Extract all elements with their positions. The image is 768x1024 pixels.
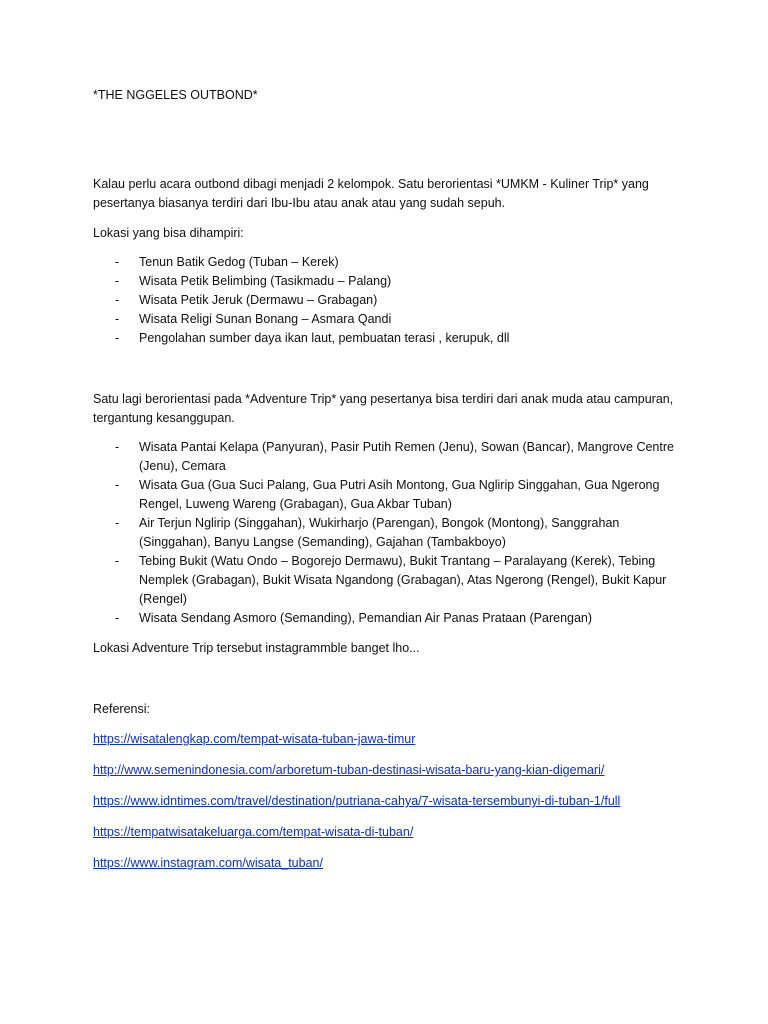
- list-dash: -: [115, 255, 120, 269]
- list-dash: -: [115, 274, 120, 288]
- list-item-text: Air Terjun Nglirip (Singgahan), Wukirharjo (Parengan), Bongok (Montong), Sanggrahan (Singgahan), Banyu Langse (Semanding), Gajahan (Tambakboyo): [139, 516, 620, 549]
- list-item: [93, 291, 683, 310]
- list-item: [93, 272, 683, 291]
- reference-link[interactable]: https://wisatalengkap.com/tempat-wisata-tuban-jawa-timur: [93, 732, 416, 746]
- list-item: [93, 310, 683, 329]
- referensi-label: Referensi:: [93, 702, 150, 716]
- reference-link[interactable]: https://tempatwisatakeluarga.com/tempat-wisata-di-tuban/: [93, 825, 414, 839]
- list-item-text: Wisata Gua (Gua Suci Palang, Gua Putri Asih Montong, Gua Nglirip Singgahan, Gua Ngerong Rengel, Luweng Wareng (Grabagan), Gua Akbar Tuban): [139, 478, 660, 511]
- list-dash: -: [115, 611, 120, 625]
- adventure-list: [93, 438, 683, 628]
- kuliner-list: [93, 253, 683, 348]
- intro-paragraph: Kalau perlu acara outbond dibagi menjadi 2 kelompok. Satu berorientasi *UMKM - Kuliner Trip* yang pesertanya biasanya terdiri dari Ibu-Ibu atau anak atau yang sudah sepuh.: [93, 177, 649, 210]
- list-item-text: Wisata Pantai Kelapa (Panyuran), Pasir Putih Remen (Jenu), Sowan (Bancar), Mangrove Centre (Jenu), Cemara: [139, 440, 674, 473]
- list-dash: -: [115, 554, 120, 568]
- document-title: *THE NGGELES OUTBOND*: [93, 88, 258, 102]
- list-item: [93, 476, 683, 514]
- list-item-text: Wisata Petik Belimbing (Tasikmadu – Palang): [139, 274, 392, 288]
- list-item: [93, 438, 683, 476]
- list-item-text: Wisata Petik Jeruk (Dermawu – Grabagan): [139, 293, 378, 307]
- list-item-text: Tebing Bukit (Watu Ondo – Bogorejo Dermawu), Bukit Trantang – Paralayang (Kerek), Tebing Nemplek (Grabagan), Bukit Wisata Ngandong (Grabagan), Atas Ngerong (Rengel), Bukit Kapur (Rengel): [139, 554, 667, 606]
- adventure-footer: Lokasi Adventure Trip tersebut instagrammble banget lho...: [93, 641, 420, 655]
- document-body: [93, 86, 683, 885]
- list-item-text: Wisata Religi Sunan Bonang – Asmara Qandi: [139, 312, 392, 326]
- list-item: [93, 552, 683, 609]
- list-dash: -: [115, 440, 120, 454]
- list-item: [93, 253, 683, 272]
- lokasi-label: Lokasi yang bisa dihampiri:: [93, 226, 244, 240]
- reference-link[interactable]: https://www.idntimes.com/travel/destination/putriana-cahya/7-wisata-tersembunyi-di-tuban-1/full: [93, 794, 621, 808]
- adventure-intro-paragraph: Satu lagi berorientasi pada *Adventure Trip* yang pesertanya bisa terdiri dari anak muda atau campuran, tergantung kesanggupan.: [93, 392, 674, 425]
- list-dash: -: [115, 312, 120, 326]
- list-item: [93, 514, 683, 552]
- reference-links: [93, 730, 683, 873]
- list-dash: -: [115, 331, 120, 345]
- list-item: [93, 609, 683, 628]
- list-item: [93, 329, 683, 348]
- list-dash: -: [115, 293, 120, 307]
- list-dash: -: [115, 478, 120, 492]
- list-dash: -: [115, 516, 120, 530]
- reference-link[interactable]: http://www.semenindonesia.com/arboretum-tuban-destinasi-wisata-baru-yang-kian-digemari/: [93, 763, 605, 777]
- reference-link[interactable]: https://www.instagram.com/wisata_tuban/: [93, 856, 323, 870]
- list-item-text: Tenun Batik Gedog (Tuban – Kerek): [139, 255, 339, 269]
- list-item-text: Wisata Sendang Asmoro (Semanding), Pemandian Air Panas Prataan (Parengan): [139, 611, 593, 625]
- list-item-text: Pengolahan sumber daya ikan laut, pembuatan terasi , kerupuk, dll: [139, 331, 510, 345]
